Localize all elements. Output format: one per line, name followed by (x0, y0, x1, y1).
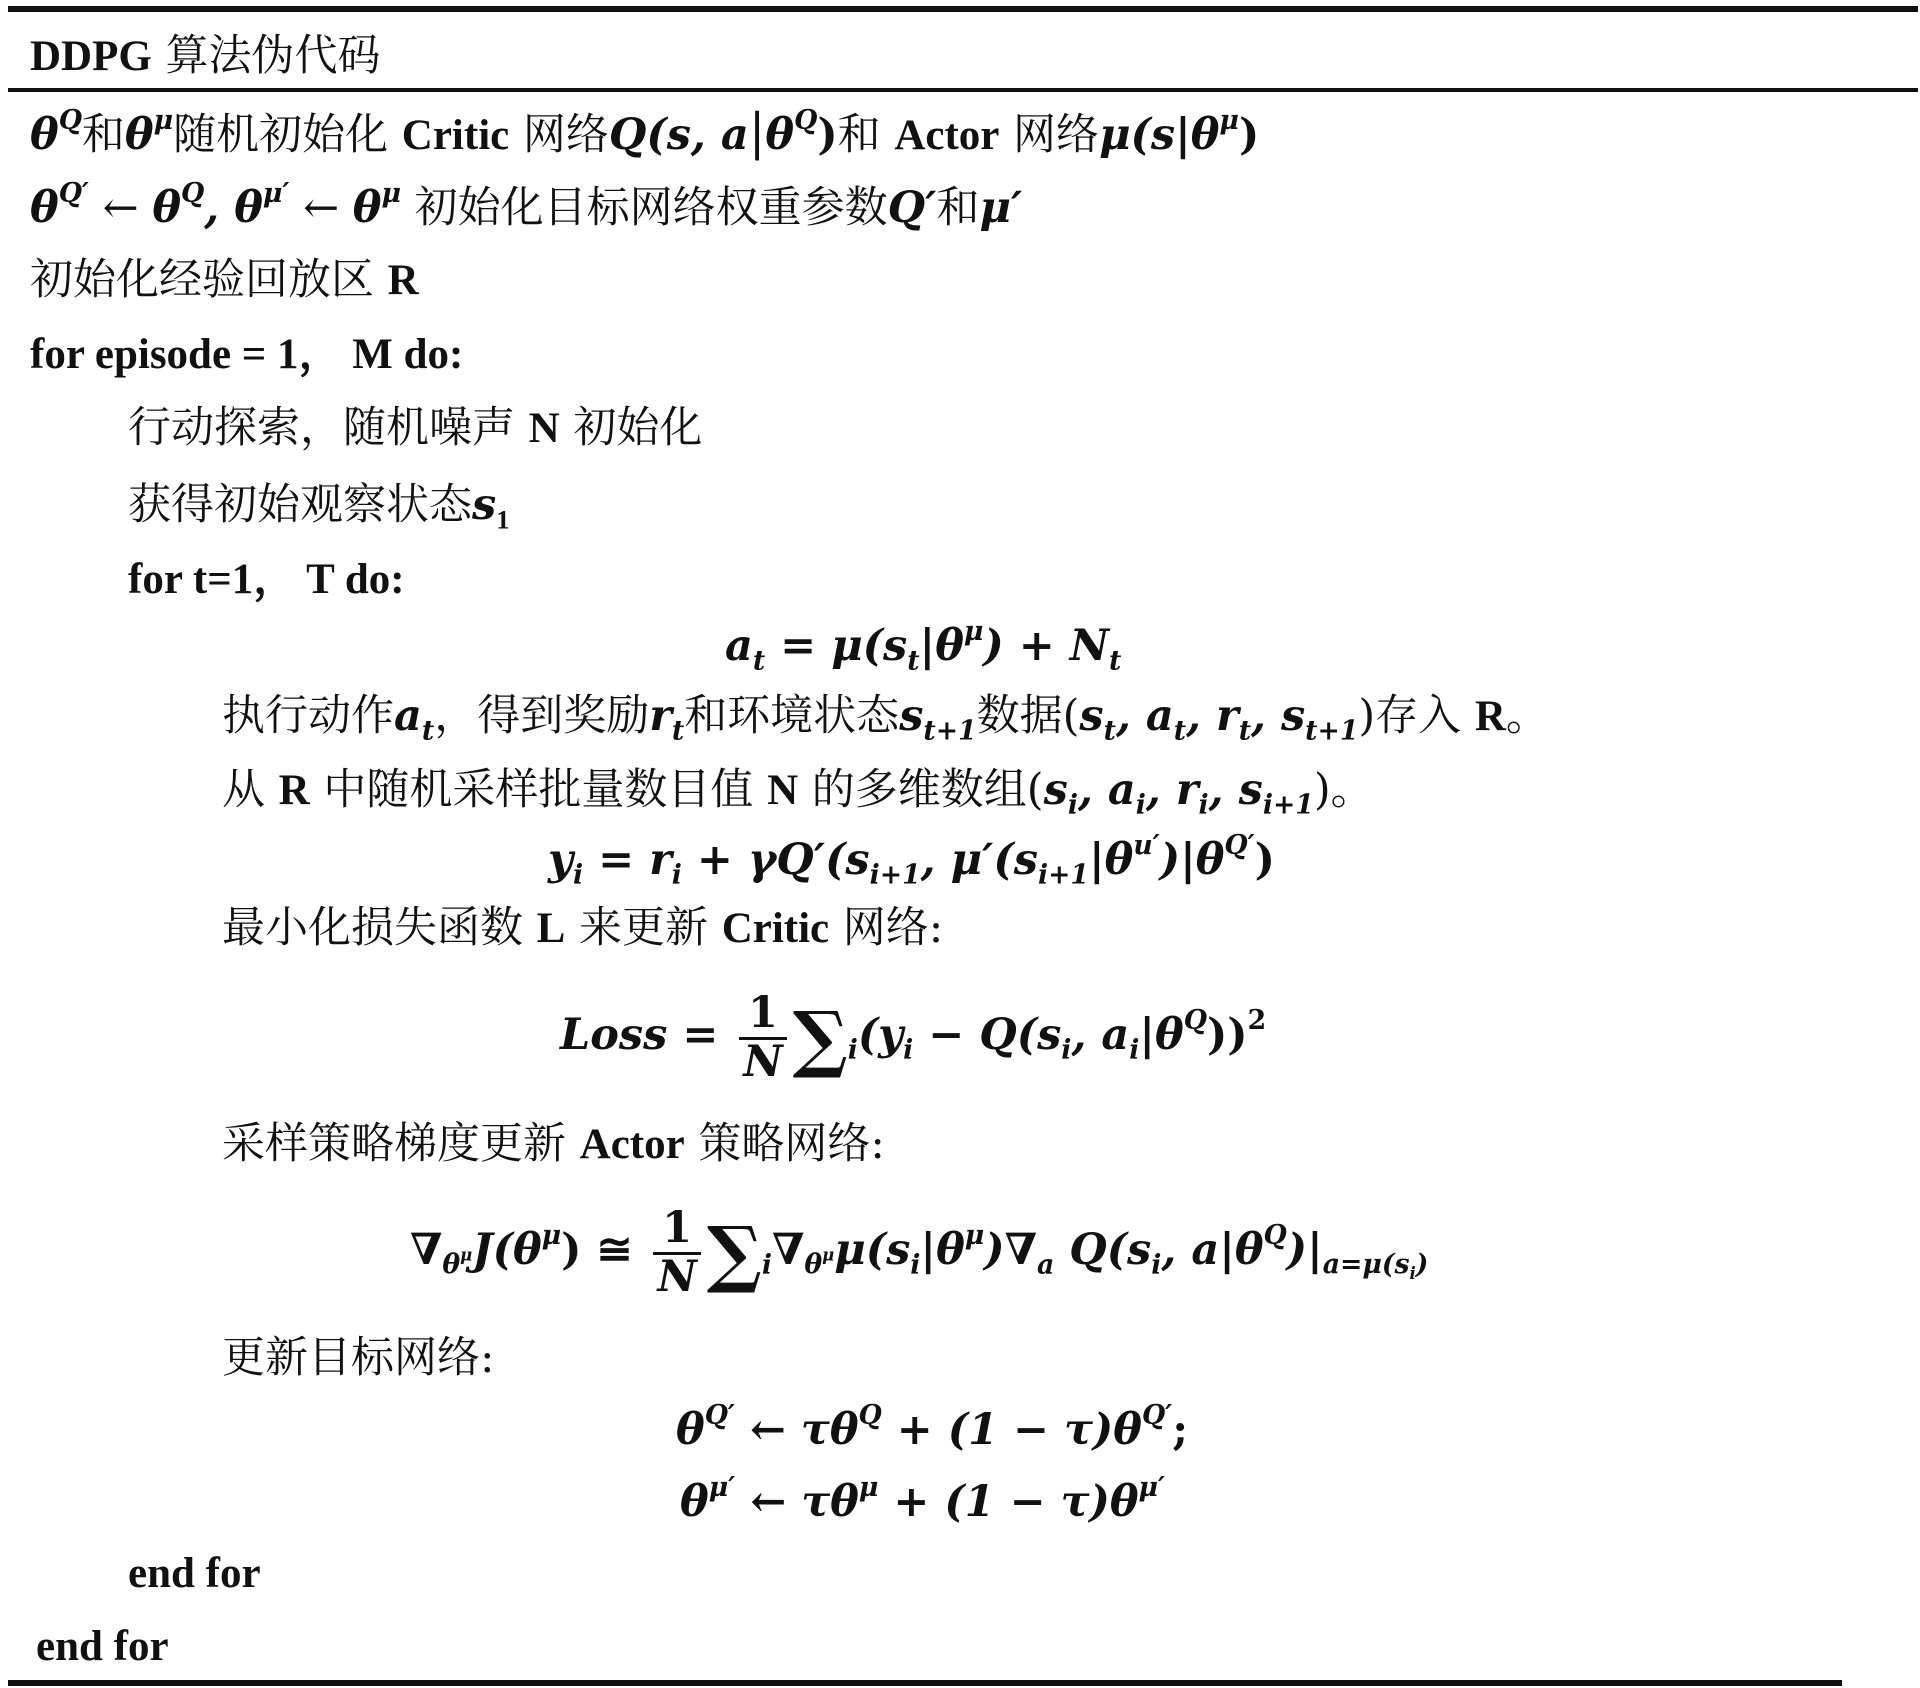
equation-update-critic-target: $\theta^{Q'}$ ← $\tau\theta^Q + (1 - \tau)\theta^{Q'}$; (676, 1400, 1189, 1455)
equation-update-actor-target: $\theta^{\mu'}$ ← $\tau\theta^\mu + (1 - \tau)\theta^{\mu'}$ (680, 1472, 1166, 1527)
line-init-replay: 初始化经验回放区 R (30, 255, 419, 305)
equation-policy-gradient: $\nabla_{\theta^\mu}J(\theta^\mu)$ ≅ $\frac{1}{N}$ $\sum_i\nabla_{\theta^\mu}\mu(s_i|\theta^\mu)\nabla_a$ $Q(s_i$, $a|\theta^Q)|_{a=\mu(s_i)}$ (410, 1203, 1429, 1302)
line-for-t: for t=1， T do: (128, 556, 405, 603)
line-policy-gradient: 采样策略梯度更新 Actor 策略网络: (222, 1119, 885, 1169)
equation-loss: Loss = $\frac{1}{N}$ $\sum_i(y_i - Q(s_i$, $a_i|\theta^Q))^2$ (560, 988, 1267, 1087)
line-initial-state: 获得初始观察状态$s_1$ (128, 480, 510, 535)
equation-target-y: $y_i = r_i + \gamma Q'(s_{i+1}$, $\mu'(s_{i+1}|\theta^{u'})|\theta^{Q'}$) (548, 830, 1276, 891)
line-sample-batch: 从 R 中随机采样批量数目值 N 的多维数组($s_i$, $a_i$, $r_i$, $s_{i+1}$)。 (222, 765, 1374, 821)
line-end-for-outer: end for (36, 1623, 169, 1670)
line-explore-noise: 行动探索，随机噪声 N 初始化 (128, 403, 703, 453)
header-rule (8, 88, 1918, 92)
algorithm-title: DDPG 算法伪代码 (30, 31, 381, 81)
line-for-episode: for episode = 1， M do: (30, 331, 464, 378)
top-rule (8, 6, 1918, 12)
line-minimize-loss: 最小化损失函数 L 来更新 Critic 网络: (222, 903, 944, 953)
line-update-target: 更新目标网络: (222, 1333, 495, 1383)
equation-action: $a_t = \mu(s_t|\theta^\mu) + N_t$ (725, 616, 1122, 677)
line-init-target: $\theta^{Q'}$ ← $\theta^Q$, $\theta^{\mu'}$ ← $\theta^\mu$ 初始化目标网络权重参数Q′和μ′ (30, 178, 1023, 233)
line-end-for-inner: end for (128, 1550, 261, 1597)
line-execute-store: 执行动作$a_t$，得到奖励$r_t$和环境状态$s_{t+1}$数据($s_t$, $a_t$, $r_t$, $s_{t+1}$)存入 R。 (222, 691, 1549, 747)
line-init-networks: $\theta^Q$和$\theta^\mu$随机初始化 Critic 网络Q(s, $a|\theta^Q$)和 Actor 网络$\mu(s|\theta^\mu)$ (30, 103, 1260, 161)
bottom-rule (8, 1680, 1842, 1686)
